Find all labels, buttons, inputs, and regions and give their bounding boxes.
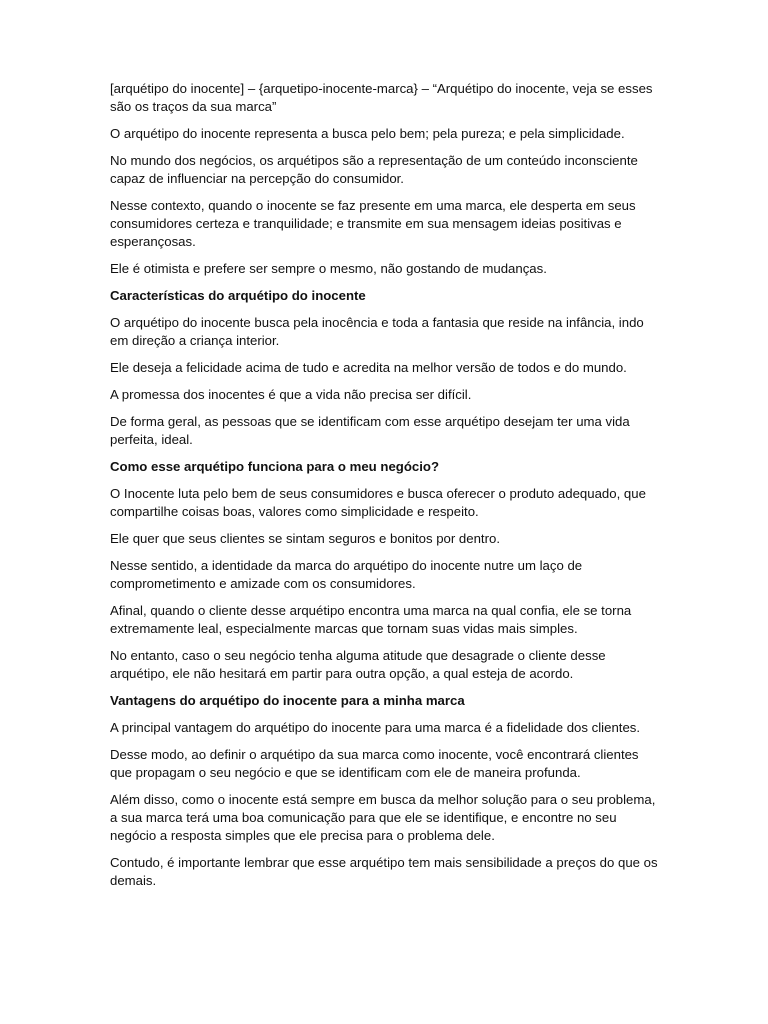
paragraph-business-world: No mundo dos negócios, os arquétipos são a representação de um conteúdo inconsciente capaz de influenciar na percepção do consumidor. — [110, 153, 638, 186]
paragraph-innocence: O arquétipo do inocente busca pela inocência e toda a fantasia que reside na infância, indo em direção a criança interior. — [110, 315, 644, 348]
paragraph-main-advantage: A principal vantagem do arquétipo do inocente para uma marca é a fidelidade dos clientes. — [110, 720, 641, 735]
section-heading-how-it-works: Como esse arquétipo funciona para o meu negócio? — [110, 459, 440, 474]
document-page — [110, 80, 658, 899]
paragraph-price-sensitivity: Contudo, é importante lembrar que esse arquétipo tem mais sensibilidade a preços do que os demais. — [110, 855, 658, 888]
paragraph-promise: A promessa dos inocentes é que a vida não precisa ser difícil. — [110, 387, 472, 402]
section-heading-advantages: Vantagens do arquétipo do inocente para a minha marca — [110, 693, 465, 708]
paragraph-intro: O arquétipo do inocente representa a busca pelo bem; pela pureza; e pela simplicidade. — [110, 126, 625, 141]
paragraph-best-solution: Além disso, como o inocente está sempre em busca da melhor solução para o seu problema, a sua marca terá uma boa comunicação para que ele se identifique, e encontre no seu negócio a resposta simples que ele precisa para o problema dele. — [110, 792, 656, 843]
paragraph-title-line: [arquétipo do inocente] – {arquetipo-inocente-marca} – “Arquétipo do inocente, veja se esses são os traços da sua marca” — [110, 81, 653, 114]
paragraph-optimist: Ele é otimista e prefere ser sempre o mesmo, não gostando de mudanças. — [110, 261, 547, 276]
paragraph-fights-for-good: O Inocente luta pelo bem de seus consumidores e busca oferecer o produto adequado, que compartilhe coisas boas, valores como simplicidade e respeito. — [110, 486, 646, 519]
paragraph-defining-archetype: Desse modo, ao definir o arquétipo da sua marca como inocente, você encontrará clientes que propagam o seu negócio e que se identificam com ele de maneira profunda. — [110, 747, 639, 780]
section-heading-characteristics: Características do arquétipo do inocente — [110, 288, 366, 303]
paragraph-however: No entanto, caso o seu negócio tenha alguma atitude que desagrade o cliente desse arquétipo, ele não hesitará em partir para outra opção, a qual esteja de acordo. — [110, 648, 606, 681]
paragraph-perfect-life: De forma geral, as pessoas que se identificam com esse arquétipo desejam ter uma vida perfeita, ideal. — [110, 414, 630, 447]
paragraph-feel-safe: Ele quer que seus clientes se sintam seguros e bonitos por dentro. — [110, 531, 500, 546]
paragraph-happiness: Ele deseja a felicidade acima de tudo e acredita na melhor versão de todos e do mundo. — [110, 360, 627, 375]
paragraph-loyalty: Afinal, quando o cliente desse arquétipo encontra uma marca na qual confia, ele se torna extremamente leal, especialmente marcas que tornam suas vidas mais simples. — [110, 603, 632, 636]
paragraph-context: Nesse contexto, quando o inocente se faz presente em uma marca, ele desperta em seus consumidores certeza e tranquilidade; e transmite em sua mensagem ideias positivas e esperançosas. — [110, 198, 636, 249]
paragraph-brand-identity: Nesse sentido, a identidade da marca do arquétipo do inocente nutre um laço de comprometimento e amizade com os consumidores. — [110, 558, 583, 591]
